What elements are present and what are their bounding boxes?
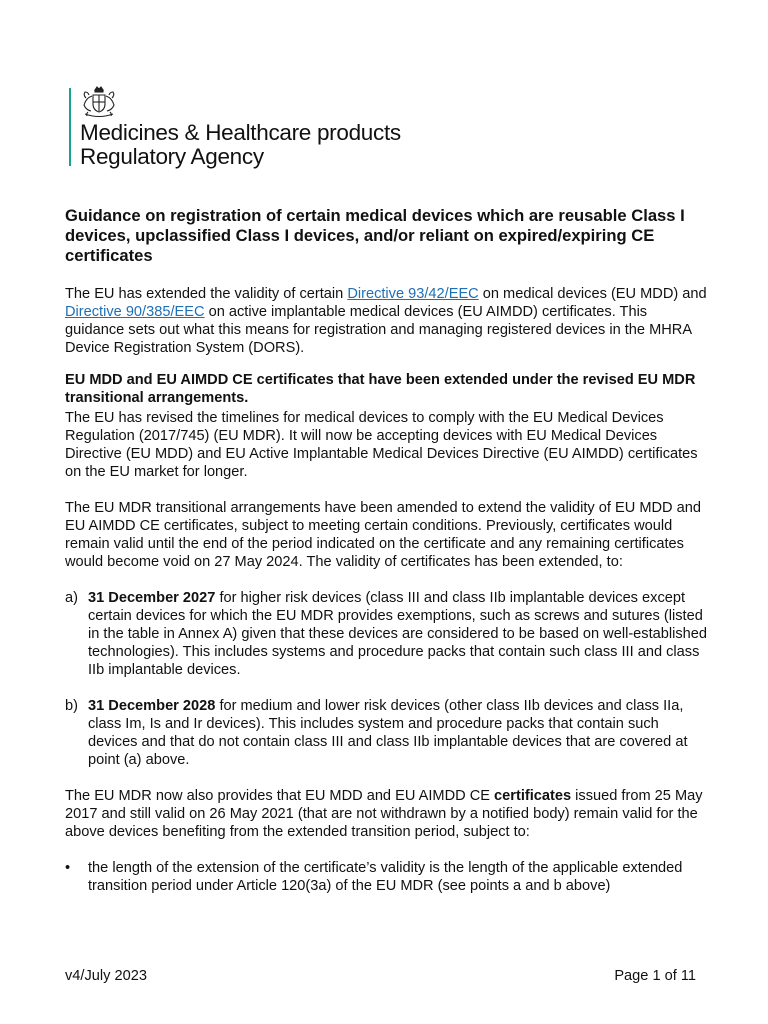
version-label: v4/July 2023 <box>65 968 147 984</box>
date-2028: 31 December 2028 <box>88 698 216 714</box>
certificates-bold: certificates <box>494 788 572 804</box>
paragraph-transitional-arrangements: The EU MDR transitional arrangements have been amended to extend the validity of EU MDD and EU AIMDD CE certificates, subject to meeting certain conditions. Previously, certificates would remain valid until the end of the period indicated on the certificate and any remaining certificates would become void on 27 May 2024. The validity of certificates has been extended, to: <box>65 500 701 570</box>
intro-text-2: on medical devices (EU MDD) and <box>478 286 707 302</box>
directive-93-42-eec-link[interactable]: Directive 93/42/EEC <box>347 286 479 302</box>
page-footer <box>65 968 696 984</box>
list-item-b <box>65 697 710 769</box>
paragraph-certificates <box>65 787 710 841</box>
paragraph-certificates-text-2: issued from 25 May 2017 and still valid on 26 May 2021 (that are not withdrawn by a notified body) remain valid for the above devices benefiting from the extended transition period, subject to: <box>65 788 703 840</box>
list-item-b-text: for medium and lower risk devices (other class IIb devices and class IIa, class Im, Is and Ir devices). This includes system and procedure packs that contain such devices and that do not contain class III and class IIb implantable devices that are covered at point (a) above. <box>88 698 688 768</box>
bullet-marker: • <box>65 860 71 876</box>
logo-accent-bar <box>69 88 71 166</box>
paragraph-eu-timelines: The EU has revised the timelines for medical devices to comply with the EU Medical Devices Regulation (2017/745) (EU MDR). It will now be accepting devices with EU Medical Devices Directive (EU MDD) and EU Active Implantable Medical Devices Directive (EU AIMDD) certificates on the EU market for longer. <box>65 410 698 480</box>
bullet-item <box>65 859 710 895</box>
directive-90-385-eec-link[interactable]: Directive 90/385/EEC <box>65 304 205 320</box>
paragraph-certificates-text-1: The EU MDR now also provides that EU MDD and EU AIMDD CE <box>65 788 495 804</box>
list-marker-b: b) <box>65 698 78 714</box>
list-item-a <box>65 589 710 679</box>
agency-name <box>80 121 401 169</box>
royal-coat-of-arms-icon <box>80 86 118 118</box>
document-title: Guidance on registration of certain medical devices which are reusable Class I devices, upclassified Class I devices, and/or reliant on expired/expiring CE certificates <box>65 206 685 265</box>
bullet-item-text: the length of the extension of the certificate’s validity is the length of the applicable extended transition period under Article 120(3a) of the EU MDR (see points a and b above) <box>88 860 683 894</box>
date-2027: 31 December 2027 <box>88 590 216 606</box>
list-item-a-text: for higher risk devices (class III and class IIb implantable devices except certain devices for which the EU MDR provides exemptions, such as screws and sutures (listed in the table in Annex A) given that these devices are considered to be based on well-established technologies). This includes systems and procedure packs that contain such class III and class IIb implantable devices. <box>88 590 708 678</box>
agency-name-line-2: Regulatory Agency <box>80 144 264 169</box>
intro-paragraph <box>65 285 710 357</box>
intro-text-3: on active implantable medical devices (EU AIMDD) certificates. This guidance sets out what this means for registration and managing registered devices in the MHRA Device Registration System (DORS). <box>65 304 692 356</box>
list-marker-a: a) <box>65 590 78 606</box>
intro-text-1: The EU has extended the validity of certain <box>65 286 348 302</box>
document-body <box>65 285 710 895</box>
section-heading: EU MDD and EU AIMDD CE certificates that have been extended under the revised EU MDR transitional arrangements. <box>65 372 696 406</box>
page-number: Page 1 of 11 <box>614 968 696 984</box>
agency-name-line-1: Medicines & Healthcare products <box>80 120 401 145</box>
